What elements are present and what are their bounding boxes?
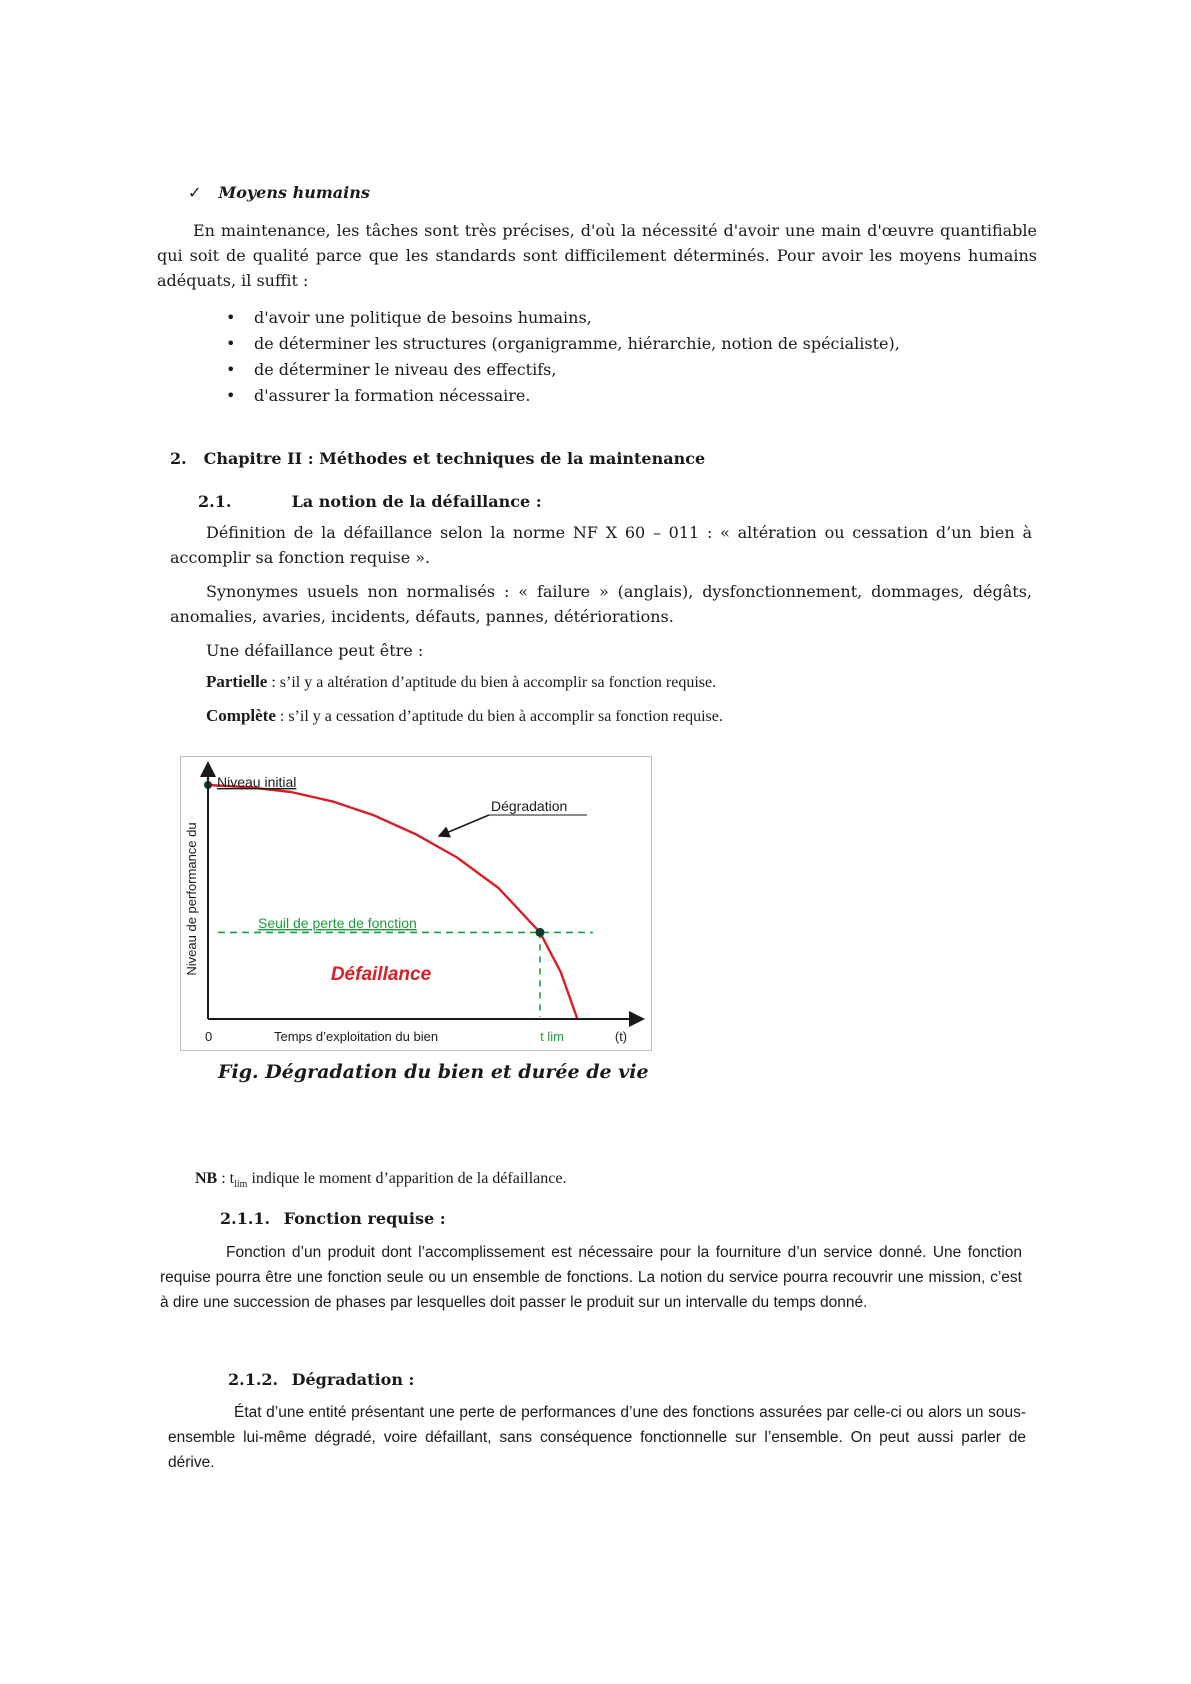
synonyms-paragraph: Synonymes usuels non normalisés : « failure » (anglais), dysfonctionnement, dommages, dégâts, anomalies, avaries, incidents, défauts, pannes, détériorations. — [170, 582, 1032, 626]
section-2-1-heading — [198, 492, 542, 511]
chart-svg — [181, 757, 651, 1050]
definition-paragraph: Définition de la défaillance selon la norme NF X 60 – 011 : « altération ou cessation d’un bien à accomplir sa fonction requise ». — [170, 523, 1032, 567]
complete-failure-line — [206, 706, 723, 726]
section-2-1-1-heading — [220, 1209, 446, 1228]
partial-label: Partielle — [206, 672, 268, 691]
initial-level-label: Niveau initial — [217, 774, 297, 790]
moyens-title: Moyens humains — [218, 183, 370, 202]
section-number: 2.1. — [198, 492, 232, 511]
section-2-1-2-heading — [228, 1370, 414, 1389]
section-number: 2.1.2. — [228, 1370, 279, 1389]
nb-text: indique le moment d’apparition de la défaillance. — [247, 1170, 567, 1187]
list-item: • de déterminer les structures (organigramme, hiérarchie, notion de spécialiste), — [254, 331, 1014, 357]
list-item: • d'avoir une politique de besoins humains, — [254, 305, 1014, 331]
section-number: 2.1.1. — [220, 1209, 271, 1228]
threshold-label: Seuil de perte de fonction — [258, 915, 417, 931]
partial-text: : s’il y a altération d’aptitude du bien à accomplir sa fonction requise. — [267, 674, 717, 691]
moyens-bullet-list — [254, 305, 1014, 409]
y-axis-label: Niveau de performance du — [184, 822, 199, 976]
complete-text: : s’il y a cessation d’aptitude du bien à accomplir sa fonction requise. — [275, 708, 723, 725]
complete-label: Complète — [206, 706, 276, 725]
moyens-paragraph: En maintenance, les tâches sont très précises, d'où la nécessité d'avoir une main d'œuvre quantifiable qui soit de qualité parce que les standards sont difficilement déterminés. Pour avoir les moyens humains adéquats, il suffit : — [157, 221, 1037, 290]
figure-caption: Fig. Dégradation du bien et durée de vie — [218, 1061, 649, 1083]
list-item: • d'assurer la formation nécessaire. — [254, 383, 1014, 409]
degradation-pointer — [439, 815, 489, 836]
required-function-paragraph: Fonction d’un produit dont l’accomplissement est nécessaire pour la fourniture d’un service donné. Une fonction requise pourra être une fonction seule ou un ensemble de fonctions. La notion du service pourra recouvrir une mission, c’est à dire une succession de phases par lesquelles doit passer le produit sur un intervalle du temps donné. — [160, 1244, 1022, 1311]
list-item: • de déterminer le niveau des effectifs, — [254, 357, 1014, 383]
x-end-label: (t) — [614, 1029, 628, 1044]
origin-label: 0 — [205, 1029, 213, 1044]
failure-label: Défaillance — [330, 964, 432, 985]
failure-intro: Une défaillance peut être : — [206, 641, 424, 660]
nb-label: NB — [195, 1170, 218, 1187]
chapter-heading — [170, 449, 705, 468]
nb-sep: : t — [217, 1170, 235, 1187]
degradation-chart — [180, 756, 652, 1051]
section-title: Fonction requise : — [283, 1209, 446, 1228]
nb-subscript: lim — [234, 1179, 248, 1191]
t-lim-label: t lim — [540, 1029, 564, 1044]
section-title: La notion de la défaillance : — [291, 492, 542, 511]
x-axis-label: Temps d’exploitation du bien — [274, 1029, 439, 1044]
moyens-heading — [188, 183, 370, 202]
nb-note — [195, 1170, 566, 1190]
check-icon: ✓ — [188, 183, 202, 202]
chapter-number: 2. — [170, 449, 187, 468]
failure-point — [536, 928, 545, 937]
degradation-label: Dégradation — [491, 798, 568, 814]
partial-failure-line — [206, 672, 716, 692]
degradation-paragraph: État d’une entité présentant une perte de performances d’une des fonctions assurées par celle-ci ou alors un sous-ensemble lui-même dégradé, voire défaillant, sans conséquence fonctionnelle sur l’ensemble. On peut aussi parler de dérive. — [168, 1404, 1026, 1471]
chapter-title: Chapitre II : Méthodes et techniques de la maintenance — [203, 449, 706, 468]
section-title: Dégradation : — [291, 1370, 415, 1389]
